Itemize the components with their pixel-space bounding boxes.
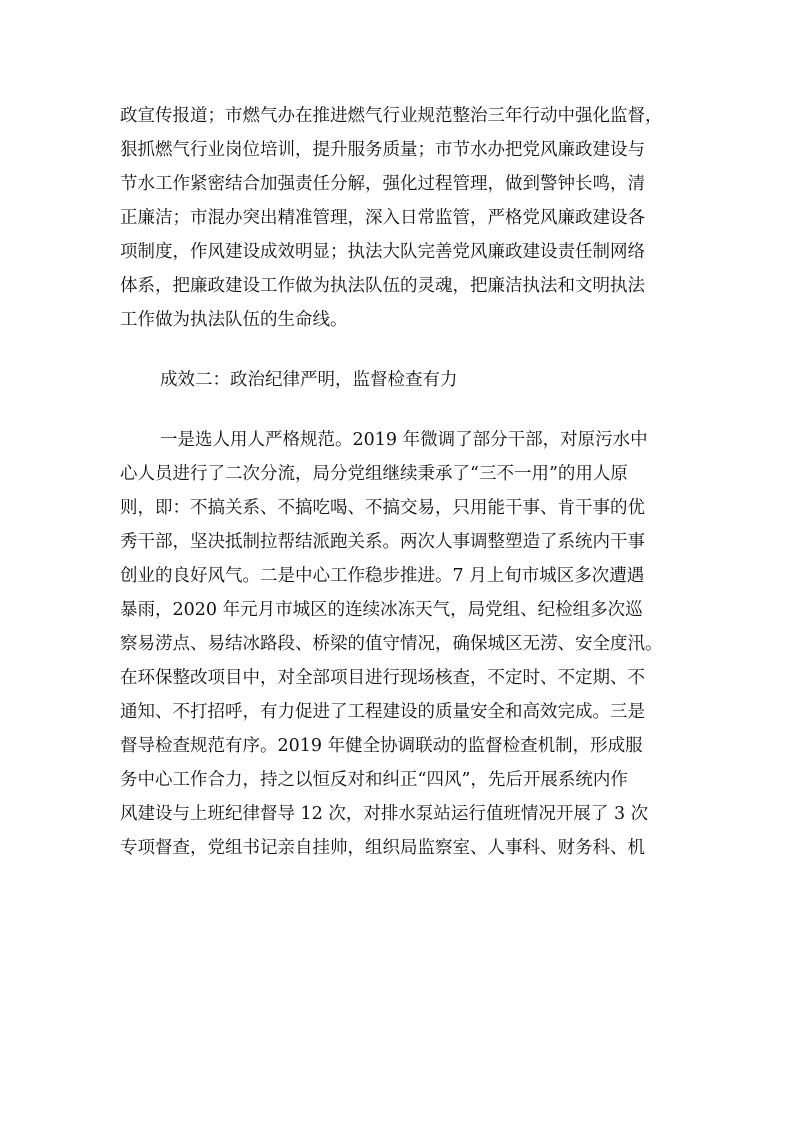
text-line: 通知、不打招呼，有力促进了工程建设的质量安全和高效完成。三是 bbox=[120, 702, 645, 722]
text-line: 秀干部，坚决抵制拉帮结派跑关系。两次人事调整塑造了系统内干事 bbox=[120, 532, 645, 552]
text-line: 节水工作紧密结合加强责任分解，强化过程管理，做到警钟长鸣，清 bbox=[120, 174, 645, 194]
document-page bbox=[120, 99, 680, 865]
text-line: 创业的良好风气。二是中心工作稳步推进。7 月上旬市城区多次遭遇 bbox=[120, 566, 645, 586]
text-line: 狠抓燃气行业岗位培训，提升服务质量；市节水办把党风廉政建设与 bbox=[120, 140, 645, 160]
text-line: 心人员进行了二次分流，局分党组继续秉承了“三不一用”的用人原 bbox=[120, 464, 628, 484]
text-line: 专项督查，党组书记亲自挂帅，组织局监察室、人事科、财务科、机 bbox=[120, 838, 645, 858]
text-line: 一是选人用人严格规范。2019 年微调了部分干部，对原污水中 bbox=[160, 430, 648, 450]
text-line: 务中心工作合力，持之以恒反对和纠正“四风”，先后开展系统内作 bbox=[120, 770, 628, 790]
text-line: 项制度，作风建设成效明显；执法大队完善党风廉政建设责任制网络 bbox=[120, 242, 645, 262]
text-line: 暴雨，2020 年元月市城区的连续冰冻天气，局党组、纪检组多次巡 bbox=[120, 600, 643, 620]
section-heading: 成效二：政治纪律严明，监督检查有力 bbox=[160, 370, 458, 390]
text-line: 正廉洁；市混办突出精准管理，深入日常监管，严格党风廉政建设各 bbox=[120, 208, 645, 228]
text-line: 体系，把廉政建设工作做为执法队伍的灵魂，把廉洁执法和文明执法 bbox=[120, 276, 645, 296]
text-line: 督导检查规范有序。2019 年健全协调联动的监督检查机制，形成服 bbox=[120, 736, 643, 756]
text-line: 政宣传报道；市燃气办在推进燃气行业规范整治三年行动中强化监督， bbox=[120, 106, 663, 126]
paragraph-spacer bbox=[120, 397, 680, 423]
text-line: 察易涝点、易结冰路段、桥梁的值守情况，确保城区无涝、安全度汛。 bbox=[120, 634, 663, 654]
text-line: 工作做为执法队伍的生命线。 bbox=[120, 310, 348, 330]
paragraph-1 bbox=[120, 99, 680, 337]
paragraph-spacer bbox=[120, 337, 680, 363]
text-line: 则，即：不搞关系、不搞吃喝、不搞交易，只用能干事、肯干事的优 bbox=[120, 498, 645, 518]
text-line: 在环保整改项目中，对全部项目进行现场核查，不定时、不定期、不 bbox=[120, 668, 645, 688]
text-line: 风建设与上班纪律督导 12 次，对排水泵站运行值班情况开展了 3 次 bbox=[120, 804, 649, 824]
paragraph-2 bbox=[120, 423, 680, 865]
